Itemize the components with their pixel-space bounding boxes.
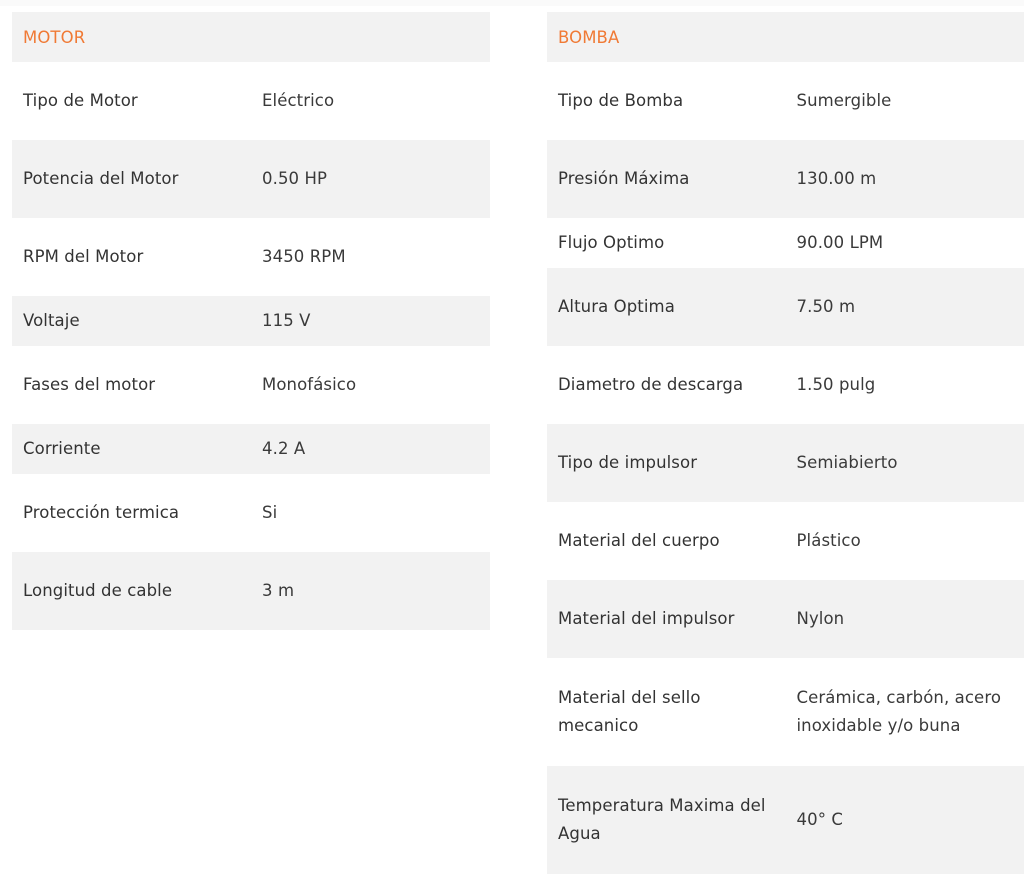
spec-label: Tipo de impulsor <box>547 424 786 502</box>
spec-row-rpm-motor <box>12 218 490 296</box>
spec-value: Cerámica, carbón, acero inoxidable y/o buna <box>786 658 1024 766</box>
spec-label: Material del impulsor <box>547 580 786 658</box>
spec-row-material-impulsor <box>547 580 1024 658</box>
spec-value: 40° C <box>786 766 1024 874</box>
spec-value: Monofásico <box>251 346 490 424</box>
spec-row-material-cuerpo <box>547 502 1024 580</box>
spec-row-potencia-motor <box>12 140 490 218</box>
spec-label: Protección termica <box>12 474 251 552</box>
spec-row-tipo-impulsor <box>547 424 1024 502</box>
spec-label: Longitud de cable <box>12 552 251 630</box>
spec-row-diametro-descarga <box>547 346 1024 424</box>
spec-value: 0.50 HP <box>251 140 490 218</box>
spec-value: Plástico <box>786 502 1024 580</box>
spec-label: Potencia del Motor <box>12 140 251 218</box>
spec-row-flujo-optimo <box>547 218 1024 268</box>
spec-label: Fases del motor <box>12 346 251 424</box>
motor-section-title: MOTOR <box>12 12 490 62</box>
spec-row-temperatura-maxima <box>547 766 1024 874</box>
spec-value: 4.2 A <box>251 424 490 474</box>
bomba-spec-table <box>547 12 1024 874</box>
bomba-header-row <box>547 12 1024 62</box>
spec-value: 3450 RPM <box>251 218 490 296</box>
spec-value: 130.00 m <box>786 140 1024 218</box>
motor-spec-table <box>12 12 490 630</box>
bomba-section-title: BOMBA <box>547 12 1024 62</box>
spec-value: Eléctrico <box>251 62 490 140</box>
spec-value: 115 V <box>251 296 490 346</box>
spec-value: Nylon <box>786 580 1024 658</box>
spec-row-altura-optima <box>547 268 1024 346</box>
spec-row-corriente <box>12 424 490 474</box>
spec-label: Flujo Optimo <box>547 218 786 268</box>
spec-label: Presión Máxima <box>547 140 786 218</box>
spec-row-presion-maxima <box>547 140 1024 218</box>
top-divider <box>0 0 1024 6</box>
spec-row-material-sello <box>547 658 1024 766</box>
spec-row-voltaje <box>12 296 490 346</box>
spec-label: Material del cuerpo <box>547 502 786 580</box>
spec-value: Sumergible <box>786 62 1024 140</box>
spec-value: 90.00 LPM <box>786 218 1024 268</box>
spec-row-proteccion-termica <box>12 474 490 552</box>
spec-value: Si <box>251 474 490 552</box>
spec-label: Tipo de Motor <box>12 62 251 140</box>
spec-row-fases-motor <box>12 346 490 424</box>
spec-value: 7.50 m <box>786 268 1024 346</box>
spec-row-tipo-motor <box>12 62 490 140</box>
spec-label: Temperatura Maxima del Agua <box>547 766 786 874</box>
spec-label: Voltaje <box>12 296 251 346</box>
spec-label: Tipo de Bomba <box>547 62 786 140</box>
spec-row-longitud-cable <box>12 552 490 630</box>
spec-value: 3 m <box>251 552 490 630</box>
spec-value: Semiabierto <box>786 424 1024 502</box>
spec-label: RPM del Motor <box>12 218 251 296</box>
spec-label: Diametro de descarga <box>547 346 786 424</box>
spec-label: Altura Optima <box>547 268 786 346</box>
spec-label: Corriente <box>12 424 251 474</box>
spec-label: Material del sello mecanico <box>547 658 786 766</box>
spec-value: 1.50 pulg <box>786 346 1024 424</box>
spec-row-tipo-bomba <box>547 62 1024 140</box>
motor-header-row <box>12 12 490 62</box>
